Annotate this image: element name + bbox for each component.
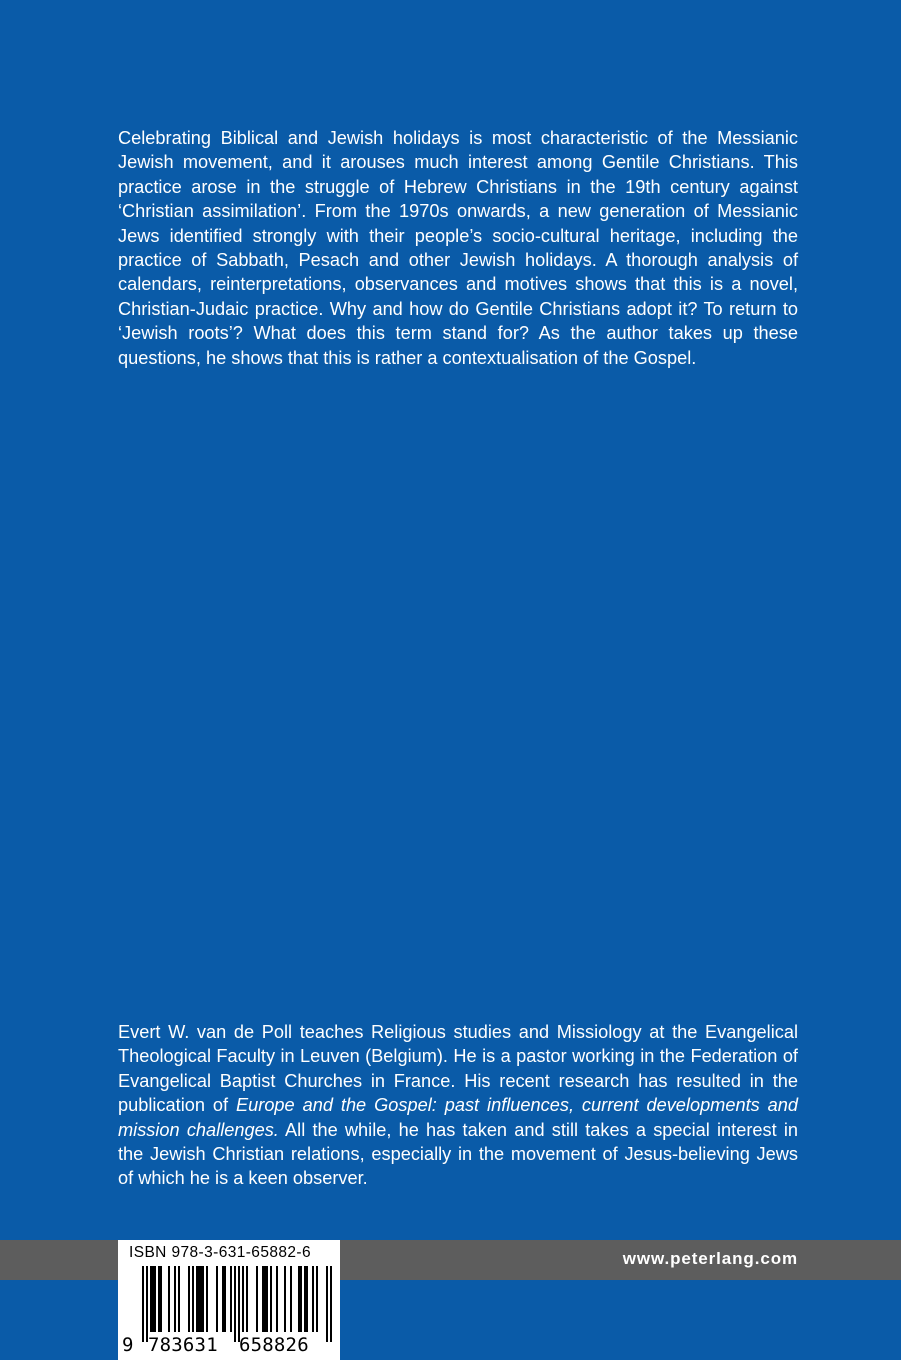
barcode-digits-right: 658826 [239,1334,309,1356]
barcode-bar [312,1266,314,1332]
barcode-bar [316,1266,318,1332]
barcode-bar [174,1266,176,1332]
barcode-bar [230,1266,232,1332]
barcode-bar [206,1266,208,1332]
barcode-guard-bar [238,1266,240,1342]
barcode-guard-bar [234,1266,236,1342]
barcode-bar [270,1266,272,1332]
publisher-url: www.peterlang.com [622,1249,798,1268]
barcode-bar [246,1266,248,1332]
barcode-guard-bar [326,1266,328,1342]
barcode-bar [222,1266,224,1332]
barcode-bar [154,1266,156,1332]
barcode-bar [160,1266,162,1332]
barcode-bar [150,1266,152,1332]
barcode-bar [284,1266,286,1332]
back-cover-blurb: Celebrating Biblical and Jewish holidays is most characteristic of the Messianic Jewish movement, and it arouses much interest among Gentile Christians. This practice arose in the struggle of Hebrew Christians in the 19th century against ‘Christian assimilation’. From the 1970s onwards, a new generation of Messianic Jews identified strongly with their people’s socio-cultural heritage, including the practice of Sabbath, Pesach and other Jewish holidays. A thorough analysis of calendars, reinterpretations, observances and motives shows that this is a novel, Christian-Judaic practice. Why and how do Gentile Christians adopt it? To return to ‘Jewish roots’? What does this term stand for? As the author takes up these questions, he shows that this is rather a contextualisation of the Gospel. [118,128,798,368]
author-biography [118,1020,798,1191]
barcode-bar [264,1266,266,1332]
barcode-bar [152,1266,154,1332]
barcode-bar [298,1266,300,1332]
barcode-bar [200,1266,202,1332]
barcode-bar [216,1266,218,1332]
barcode-bar [300,1266,302,1332]
barcode-digits-left: 783631 [148,1334,218,1356]
barcode-bar [198,1266,200,1332]
barcode-bar [178,1266,180,1332]
barcode-bar [276,1266,278,1332]
barcode-bar [188,1266,190,1332]
barcode-digit-first: 9 [122,1334,134,1356]
book-title-italic: Europe and the Gospel: past influences, current developments and mission challenges. [118,1095,798,1140]
barcode-bar [192,1266,194,1332]
isbn-label: ISBN 978-3-631-65882-6 [129,1244,311,1261]
barcode-bar [256,1266,258,1332]
barcode-bar [196,1266,198,1332]
barcode-guard-bar [330,1266,332,1342]
barcode-bar [158,1266,160,1332]
barcode-guard-bar [142,1266,144,1342]
barcode-bar [262,1266,264,1332]
barcode-bar [306,1266,308,1332]
barcode-bar [202,1266,204,1332]
barcode-bar [304,1266,306,1332]
barcode-bar [168,1266,170,1332]
isbn-barcode [118,1240,340,1360]
author-bio-text-after: All the while, he has taken and still takes a special interest in the Jewish Christian relations, especially in the movement of Jesus-believing Jews of which he is a keen observer. [118,1119,798,1189]
barcode-bar [242,1266,244,1332]
barcode-bar [266,1266,268,1332]
barcode-bar [224,1266,226,1332]
barcode-guard-bar [146,1266,148,1342]
barcode-bar [290,1266,292,1332]
author-bio-text-before: Evert W. van de Poll teaches Religious studies and Missiology at the Evangelical Theological Faculty in Leuven (Belgium). He is a pastor working in the Federation of Evangelical Baptist Churches in France. His recent research has resulted in the publication of [118,1022,798,1116]
